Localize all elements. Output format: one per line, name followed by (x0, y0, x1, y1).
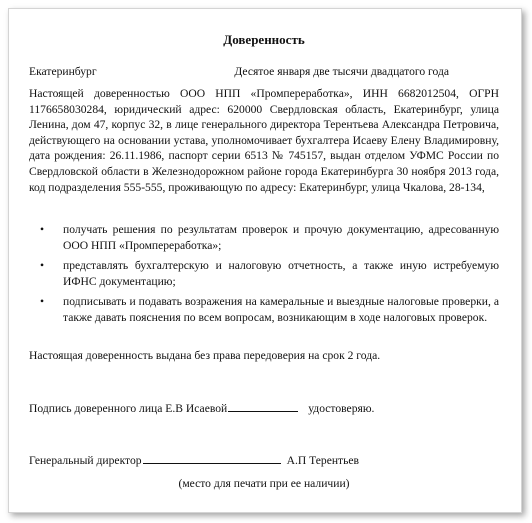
director-signature-line (29, 452, 499, 469)
main-paragraph: Настоящей доверенностью ООО НПП «Промпереработка», ИНН 6682012504, ОГРН 1176658030284, юридический адрес: 620000 Свердловская область, Екатеринбург, улица Ленина, дом 47, корпус 32, в лице генерального директора Терентьева Александра Петровича, действующего на основании устава, уполномочивает бухгалтера Исаеву Елену Владимировну, дата рождения: 26.11.1986, паспорт серии 6513 № 745157, выдан отделом УФМС России по Свердловской области в Железнодорожном районе города Екатеринбурга 30 ноября 2013 года, код подразделения 555-555, проживающую по адресу: Екатеринбург, улица Чкалова, 28-134, (29, 87, 499, 194)
director-signature-blank (143, 452, 281, 464)
document-date: Десятое января две тысячи двадцатого года (234, 65, 449, 78)
bullet-icon: • (40, 259, 45, 273)
validity-statement: Настоящая доверенность выдана без права передоверия на срок 2 года. (29, 349, 381, 362)
director-name: А.П Терентьев (286, 454, 360, 467)
powers-list (29, 222, 499, 331)
document-title: Доверенность (223, 32, 305, 47)
list-item (29, 222, 499, 253)
document-page (8, 8, 522, 513)
place-date-row (29, 64, 499, 80)
bullet-icon: • (40, 295, 45, 309)
power-text: подписывать и подавать возражения на камеральные и выездные налоговые проверки, а также давать пояснения по всем вопросам, возникающим в ходе налоговых проверок. (63, 295, 499, 324)
signature-line (29, 400, 499, 417)
city: Екатеринбург (29, 65, 97, 78)
signature-blank (228, 400, 298, 412)
director-label: Генеральный директор (29, 454, 142, 467)
bullet-icon: • (40, 223, 45, 236)
list-item (29, 258, 499, 289)
list-item (29, 294, 499, 325)
signature-prefix: Подпись доверенного лица Е.В Исаевой (29, 402, 228, 415)
power-text: представлять бухгалтерскую и налоговую отчетность, а также иную истребуемую ИФНС документацию; (63, 259, 499, 288)
signature-suffix: удостоверяю. (308, 402, 375, 415)
stamp-note: (место для печати при ее наличии) (178, 477, 350, 490)
power-text: получать решения по результатам проверок и прочую документацию, адресованную ООО НПП «Промпереработка»; (63, 223, 499, 252)
